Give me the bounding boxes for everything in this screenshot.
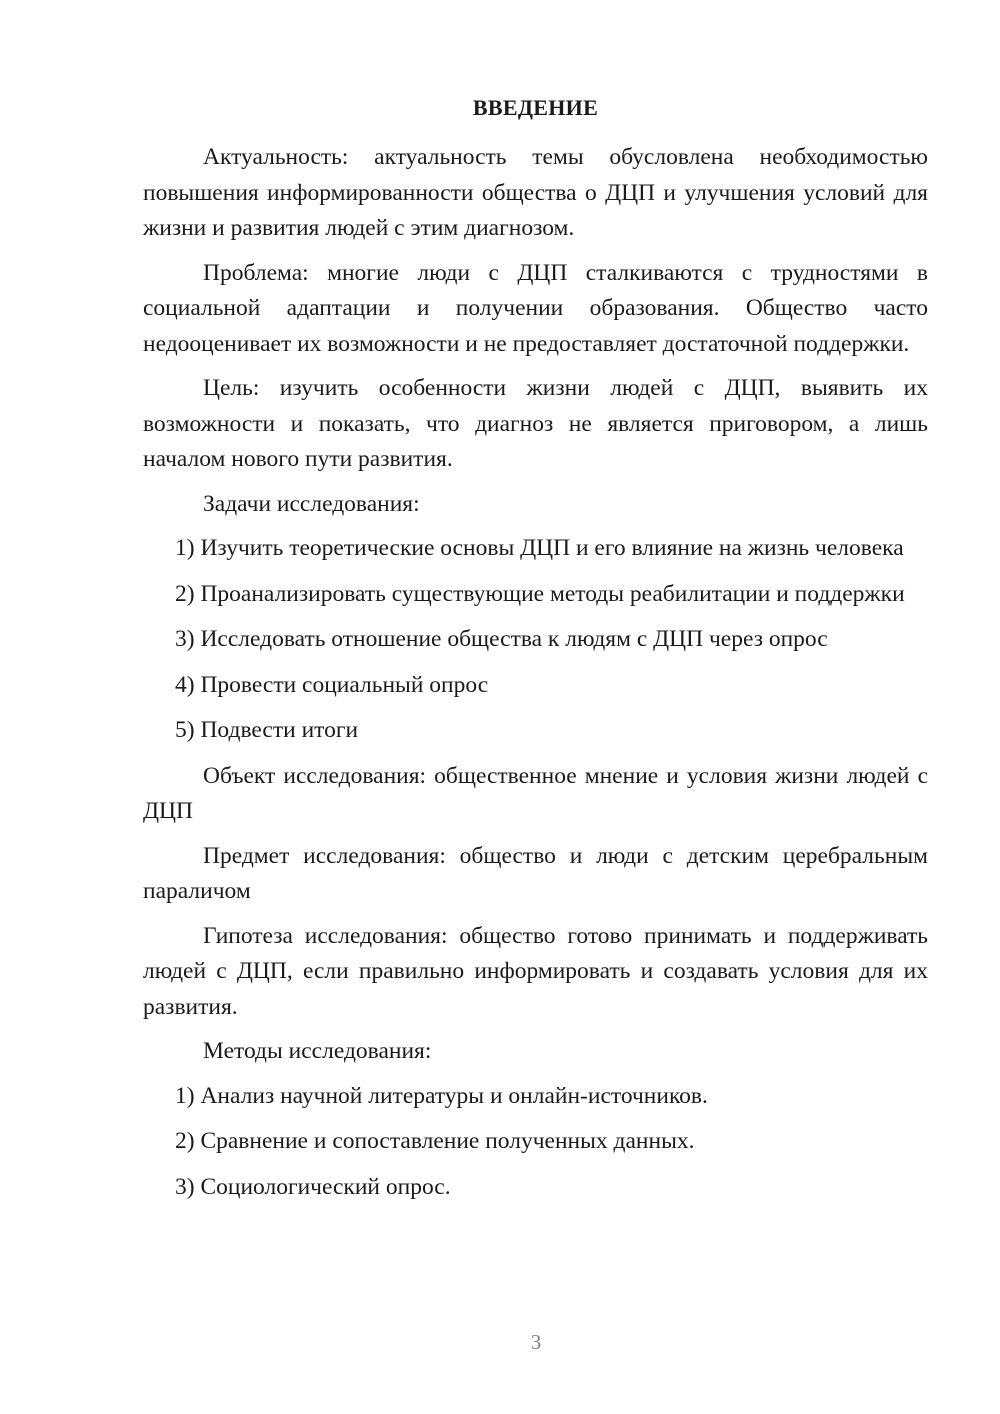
method-item-3: 3) Социологический опрос. <box>175 1173 451 1200</box>
task-item-5: 5) Подвести итоги <box>175 717 359 743</box>
methods-heading: Методы исследования: <box>203 1038 432 1064</box>
relevance-paragraph: Актуальность: актуальность темы обусловлена необходимостью повышения информированности общества о ДЦП и улучшения условий для жизни и развития людей с этим диагнозом. <box>143 144 928 241</box>
task-item-2: 2) Проанализировать существующие методы реабилитации и поддержки <box>175 580 905 607</box>
task-item-1: 1) Изучить теоретические основы ДЦП и его влияние на жизнь человека <box>175 535 904 561</box>
method-item-2: 2) Сравнение и сопоставление полученных данных. <box>175 1128 695 1154</box>
goal-paragraph: Цель: изучить особенности жизни людей с ДЦП, выявить их возможности и показать, что диагноз не является приговором, а лишь началом нового пути развития. <box>143 375 928 472</box>
task-item-4: 4) Провести социальный опрос <box>175 671 489 698</box>
task-item-3: 3) Исследовать отношение общества к людям с ДЦП через опрос <box>175 626 828 652</box>
problem-paragraph: Проблема: многие люди с ДЦП сталкиваются с трудностями в социальной адаптации и получении образования. Общество часто недооценивает их возможности и не предоставляет достаточной поддержки. <box>143 259 928 357</box>
hypothesis-paragraph: Гипотеза исследования: общество готово принимать и поддерживать людей с ДЦП, если правильно информировать и создавать условия для их развития. <box>143 922 928 1020</box>
page-title: ВВЕДЕНИЕ <box>472 95 599 120</box>
page-number: 3 <box>530 1330 542 1354</box>
subject-paragraph: Предмет исследования: общество и люди с детским церебральным параличом <box>143 842 928 904</box>
tasks-heading: Задачи исследования: <box>203 490 420 517</box>
method-item-1: 1) Анализ научной литературы и онлайн-источников. <box>175 1082 708 1109</box>
document-page <box>143 88 928 1215</box>
object-paragraph: Объект исследования: общественное мнение и условия жизни людей с ДЦП <box>143 762 928 824</box>
